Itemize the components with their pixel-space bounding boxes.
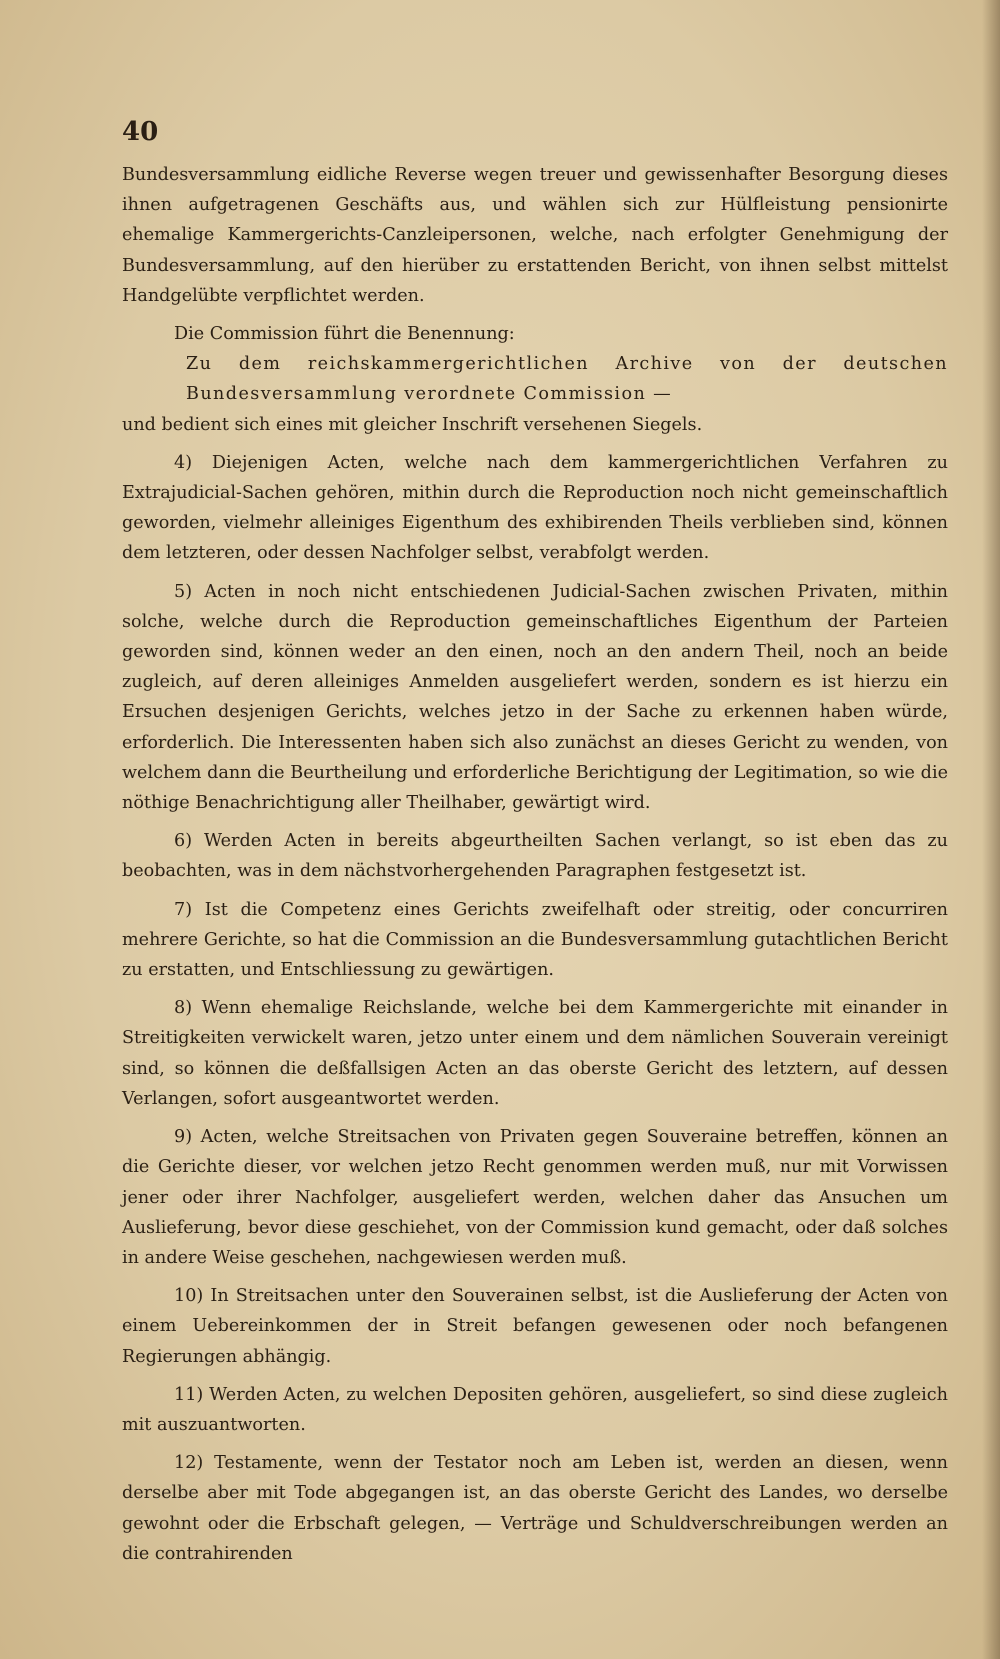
paragraph-commission-name-intro: Die Commission führt die Benennung: xyxy=(174,324,515,345)
paragraph-section-7: 7) Ist die Competenz eines Gerichts zweifelhaft oder streitig, oder concurriren mehrere Gerichte, so hat die Commission an die Bundesversammlung gutachtlichen Bericht zu erstatten, und Entschliessung zu gewärtigen. xyxy=(122,899,948,981)
paragraph-section-9: 9) Acten, welche Streitsachen von Privaten gegen Souveraine betreffen, können an die Gerichte dieser, vor welchen jetzo Recht genommen werden muß, nur mit Vorwissen jener oder ihrer Nachfolger, ausgeliefert werden, welchen daher das Ansuchen um Auslieferung, bevor diese geschiehet, von der Commission kund gemacht, oder daß solches in andere Weise geschehen, nachgewiesen werden muß. xyxy=(122,1127,948,1268)
paragraph-section-4: 4) Diejenigen Acten, welche nach dem kammergerichtlichen Verfahren zu Extrajudicial-Sachen gehören, mithin durch die Reproduction noch nicht gemeinschaftlich geworden, vielmehr alleiniges Eigenthum des exhibirenden Theils verblieben sind, können dem letzteren, oder dessen Nachfolger selbst, verabfolgt werden. xyxy=(122,452,948,564)
paragraph-section-10: 10) In Streitsachen unter den Souverainen selbst, ist die Auslieferung der Acten von einem Uebereinkommen der in Streit befangen gewesenen oder noch befangenen Regierungen abhängig. xyxy=(122,1286,948,1367)
body-text xyxy=(122,160,948,1577)
paragraph-seal: und bedient sich eines mit gleicher Inschrift versehenen Siegels. xyxy=(122,414,703,435)
paragraph-section-5: 5) Acten in noch nicht entschiedenen Judicial-Sachen zwischen Privaten, mithin solche, welche durch die Reproduction gemeinschaftliches Eigenthum der Parteien geworden sind, können weder an den einen, noch an den andern Theil, noch an beide zugleich, auf deren alleiniges Anmelden ausgeliefert werden, sondern es ist hierzu ein Ersuchen desjenigen Gerichts, welches jetzo in der Sache zu erkennen haben würde, erforderlich. Die Interessenten haben sich also zunächst an dieses Gericht zu wenden, von welchem dann die Beurtheilung und erforderliche Berichtigung der Legitimation, so wie die nöthige Benachrichtigung aller Theilhaber, gewärtigt wird. xyxy=(122,581,948,814)
page-number: 40 xyxy=(122,117,159,147)
paragraph-section-12: 12) Testamente, wenn der Testator noch am Leben ist, werden an diesen, wenn derselbe aber mit Tode abgegangen ist, an das oberste Gericht des Landes, wo derselbe gewohnt oder die Erbschaft gelegen, — Verträge und Schuldverschreibungen werden an die contrahirenden xyxy=(122,1453,948,1564)
paragraph-section-8: 8) Wenn ehemalige Reichslande, welche bei dem Kammergerichte mit einander in Streitigkeiten verwickelt waren, jetzo unter einem und dem nämlichen Souverain vereinigt sind, so können die deßfallsigen Acten an das oberste Gericht des letztern, auf dessen Verlangen, sofort ausgeantwortet werden. xyxy=(122,998,948,1109)
paragraph-section-11: 11) Werden Acten, zu welchen Depositen gehören, ausgeliefert, so sind diese zugleich mit auszuantworten. xyxy=(122,1384,948,1435)
paragraph-section-6: 6) Werden Acten in bereits abgeurtheilten Sachen verlangt, so ist eben das zu beobachten, was in dem nächstvorhergehenden Paragraphen festgesetzt ist. xyxy=(122,831,948,882)
paragraph-continuation: Bundesversammlung eidliche Reverse wegen treuer und gewissenhafter Besorgung dieses ihnen aufgetragenen Geschäfts aus, und wählen sich zur Hülfleistung pensionirte ehemalige Kammergerichts-Canzleipersonen, welche, nach erfolgter Genehmigung der Bundesversammlung, auf den hierüber zu erstattenden Bericht, von ihnen selbst mittelst Handgelübte verpflichtet werden. xyxy=(122,165,948,306)
paragraph-commission-title: Zu dem reichskammergerichtlichen Archive von der deutschen Bundesversammlung verordnete Commission — xyxy=(186,354,948,405)
page-edge-shadow xyxy=(982,0,1000,1659)
